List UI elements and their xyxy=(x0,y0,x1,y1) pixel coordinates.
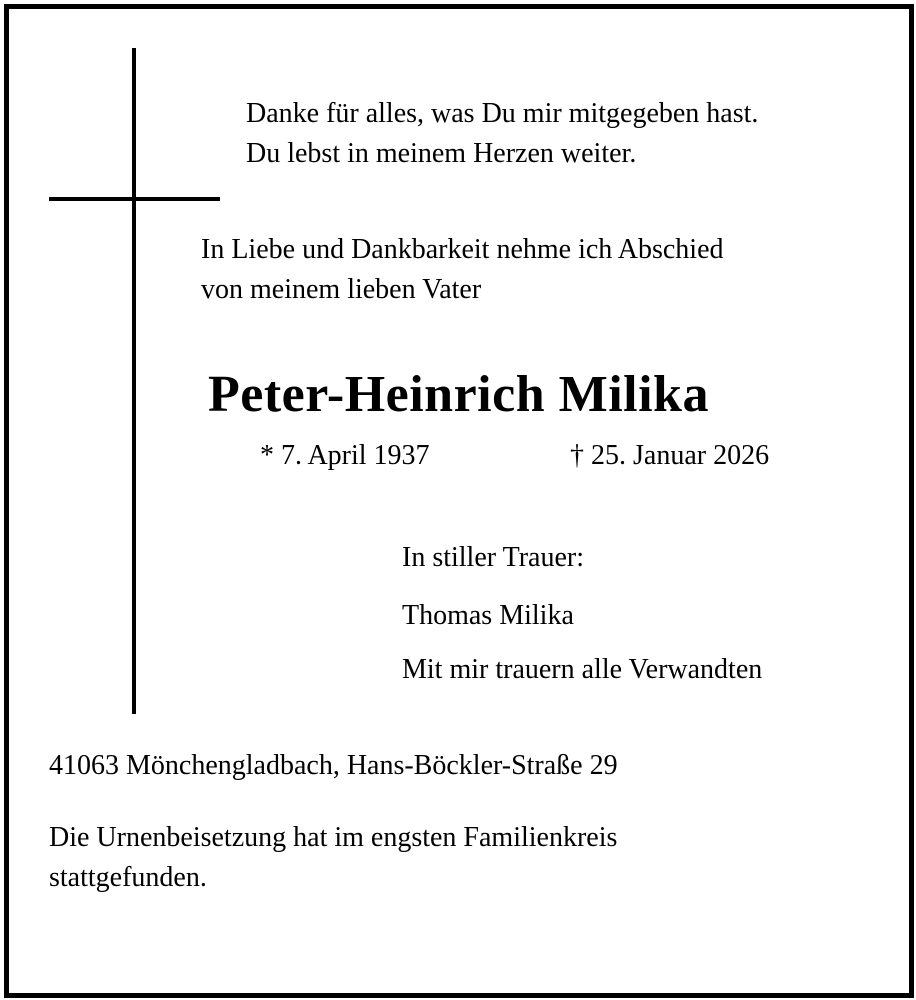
intro-line-1: In Liebe und Dankbarkeit nehme ich Abschied xyxy=(201,234,724,265)
motto-line-2: Du lebst in meinem Herzen weiter. xyxy=(246,138,637,169)
mourner-name: Thomas Milika xyxy=(402,600,574,631)
motto-line-1: Danke für alles, was Du mir mitgegeben hast. xyxy=(246,98,759,129)
intro-text xyxy=(201,230,724,310)
intro-line-2: von meinem lieben Vater xyxy=(201,274,482,305)
deceased-name: Peter-Heinrich Milika xyxy=(208,366,709,423)
address: 41063 Mönchengladbach, Hans-Böckler-Straße 29 xyxy=(49,750,618,781)
burial-note-line-1: Die Urnenbeisetzung hat im engsten Familienkreis xyxy=(49,822,618,853)
burial-note-line-2: stattgefunden. xyxy=(49,862,207,893)
motto xyxy=(246,94,758,174)
mourning-heading: In stiller Trauer: xyxy=(402,542,584,573)
cross-icon-vertical-bar xyxy=(132,48,136,714)
birth-date: * 7. April 1937 xyxy=(260,440,430,471)
mourner-relatives: Mit mir trauern alle Verwandten xyxy=(402,654,763,685)
burial-note xyxy=(49,818,617,898)
cross-icon-horizontal-bar xyxy=(49,197,220,201)
death-date: † 25. Januar 2026 xyxy=(570,440,770,471)
